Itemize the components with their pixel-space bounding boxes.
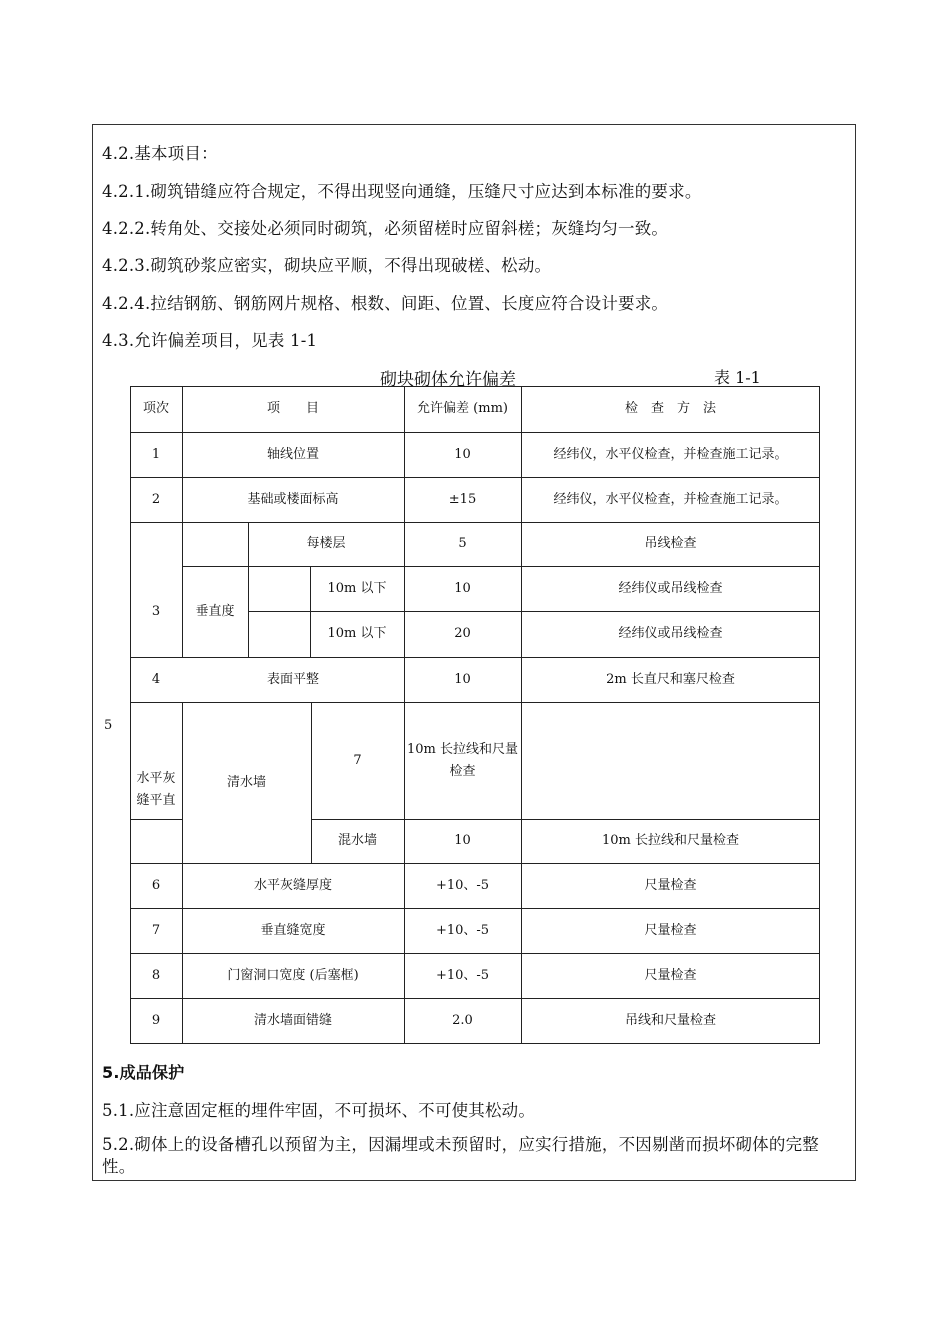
- row7-tolerance: +10、-5: [435, 922, 490, 938]
- row3-sub1-item: 每楼层: [306, 536, 346, 551]
- row9-tolerance: 2.0: [452, 1013, 473, 1028]
- row1-item: 轴线位置: [266, 446, 319, 462]
- row8-no: 8: [151, 967, 161, 983]
- row3-sub1-tolerance: 5: [458, 536, 467, 551]
- header-item: 项 目: [266, 401, 319, 416]
- row4-no: 4: [151, 671, 161, 687]
- row2-tolerance: ±15: [448, 491, 477, 507]
- row1-no: 1: [151, 446, 161, 462]
- table-title: 砌块砌体允许偏差: [380, 370, 516, 390]
- row4-method: 2m 长直尺和塞尺检查: [606, 671, 735, 687]
- paragraph-5-1: 5.1.应注意固定框的埋件牢固，不可损坏、不可使其松动。: [102, 1101, 536, 1120]
- row9-item: 清水墙面错缝: [253, 1013, 332, 1028]
- row8-item: 门窗洞口宽度 (后塞框): [227, 967, 359, 983]
- row5-sub-b-tolerance: 10: [454, 833, 471, 848]
- paragraph-4-2-1: 4.2.1.砌筑错缝应符合规定，不得出现竖向通缝，压缝尺寸应达到本标准的要求。: [102, 182, 702, 201]
- row6-no: 6: [151, 877, 161, 893]
- section-heading-4-2: 4.2.基本项目：: [102, 144, 218, 163]
- row6-tolerance: +10、-5: [435, 877, 490, 893]
- row3-sub2-tolerance: 10: [454, 580, 471, 596]
- paragraph-4-2-2: 4.2.2.转角处、交接处必须同时砌筑，必须留槎时应留斜槎；灰缝均匀一致。: [102, 219, 669, 238]
- row2-no: 2: [151, 491, 161, 507]
- section-heading-5: 5.成品保护: [102, 1063, 185, 1082]
- paragraph-4-2-4: 4.2.4.拉结钢筋、钢筋网片规格、根数、间距、位置、长度应符合设计要求。: [102, 294, 669, 313]
- tolerance-table: [130, 386, 820, 1044]
- header-method: 检 查 方 法: [624, 401, 716, 416]
- row5-label: 水平灰缝平直: [136, 771, 176, 808]
- row5-sub-b-item: 混水墙: [337, 833, 377, 848]
- row3-sub3-method: 经纬仪或吊线检查: [618, 626, 723, 641]
- row1-method: 经纬仪，水平仪检查，并检查施工记录。: [553, 446, 788, 462]
- row7-no: 7: [151, 922, 161, 938]
- row4-item: 表面平整: [266, 671, 319, 687]
- row3-sub1-method: 吊线检查: [644, 536, 697, 551]
- row5-sub-a-method: 10m 长拉线和尺量检查: [406, 741, 518, 779]
- side-number: 5: [104, 718, 113, 733]
- row6-item: 水平灰缝厚度: [253, 877, 332, 893]
- row2-item: 基础或楼面标高: [247, 491, 339, 507]
- row7-method: 尺量检查: [644, 922, 697, 938]
- row5-sub-a-item: 清水墙: [226, 774, 266, 790]
- row3-sub3-tolerance: 20: [454, 626, 471, 641]
- row8-method: 尺量检查: [644, 967, 697, 983]
- row2-method: 经纬仪，水平仪检查，并检查施工记录。: [553, 491, 788, 507]
- row1-tolerance: 10: [454, 446, 471, 462]
- header-no: 项次: [142, 401, 169, 416]
- row9-no: 9: [151, 1013, 161, 1028]
- row3-sub2-item: 10m 以下: [327, 580, 387, 596]
- paragraph-5-2: 5.2.砌体上的设备槽孔以预留为主，因漏埋或未预留时，应实行措施，不因剔凿而损坏砌体的完整性。: [102, 1135, 819, 1176]
- row6-method: 尺量检查: [644, 877, 697, 893]
- row4-tolerance: 10: [454, 671, 471, 687]
- row9-method: 吊线和尺量检查: [624, 1013, 716, 1028]
- row3-sub3-item: 10m 以下: [327, 626, 387, 641]
- table-number: 表 1-1: [714, 368, 761, 387]
- row3-sub2-method: 经纬仪或吊线检查: [618, 580, 723, 596]
- row3-no: 3: [151, 603, 161, 619]
- row3-item: 垂直度: [195, 603, 235, 619]
- header-tolerance: 允许偏差 (mm): [417, 401, 508, 416]
- paragraph-4-3: 4.3.允许偏差项目，见表 1-1: [102, 331, 318, 350]
- paragraph-4-2-3: 4.2.3.砌筑砂浆应密实，砌块应平顺，不得出现破槎、松动。: [102, 256, 552, 275]
- row5-sub-b-method: 10m 长拉线和尺量检查: [601, 833, 739, 848]
- row8-tolerance: +10、-5: [435, 967, 490, 983]
- row7-item: 垂直缝宽度: [260, 922, 326, 938]
- row5-sub-a-tolerance: 7: [353, 752, 362, 768]
